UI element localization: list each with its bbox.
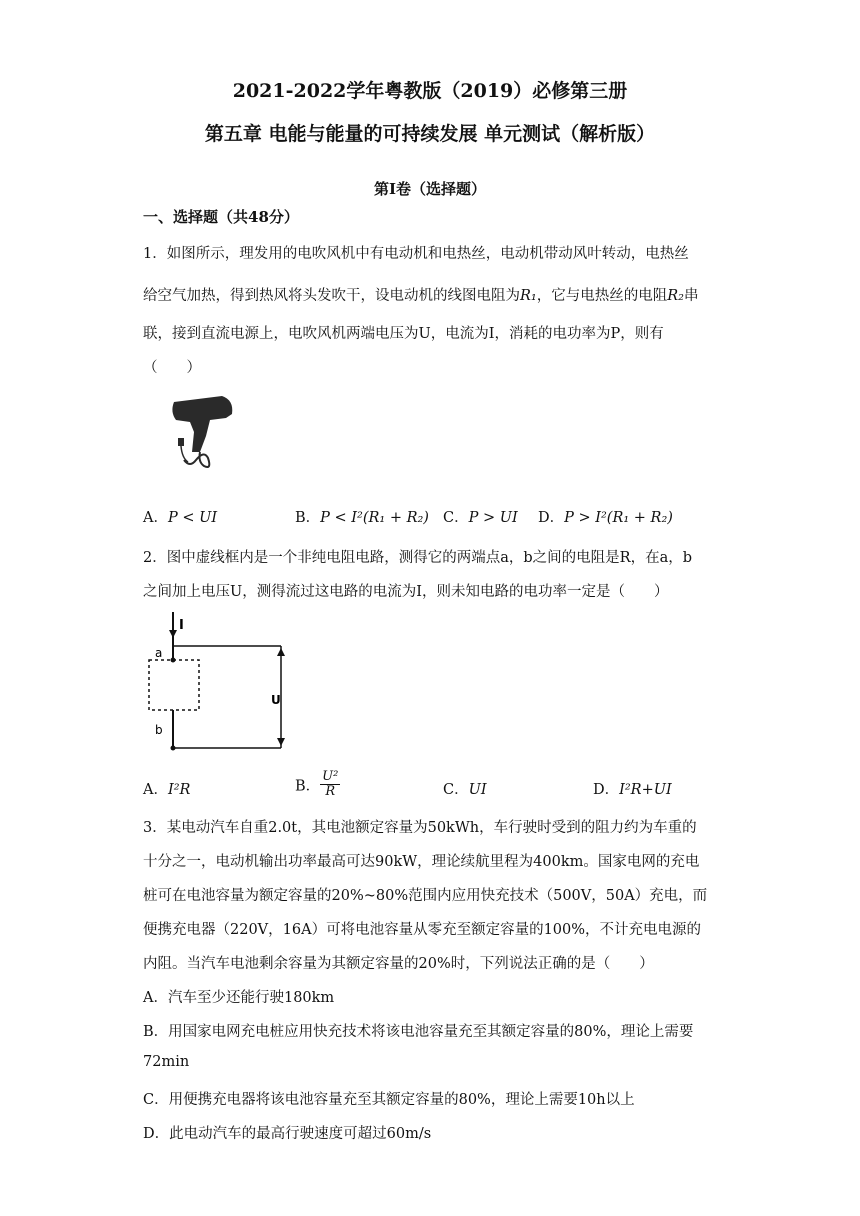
q2-options: [143, 770, 733, 810]
q2-option-b-fraction: [320, 770, 340, 800]
q1-option-c[interactable]: [443, 506, 518, 527]
q2-option-d[interactable]: [593, 778, 672, 799]
q2-option-c-expr: UI: [468, 782, 487, 798]
q1-option-c-expr: P > UI: [468, 510, 518, 526]
part-title: 第Ⅰ卷（选择题）: [373, 180, 487, 198]
q3-line5: 内阻。当汽车电池剩余容量为其额定容量的20%时，下列说法正确的是（ ）: [143, 956, 654, 972]
q1-option-d[interactable]: [538, 506, 673, 527]
q1-line3: 联，接到直流电源上，电吹风机两端电压为U，电流为I，消耗的电功率为P，则有: [143, 326, 664, 342]
q2-option-b-label: B．: [295, 778, 321, 795]
q1-option-b-expr: P < I²(R₁ + R₂): [320, 510, 429, 526]
q2-line1: 2．图中虚线框内是一个非纯电阻电路，测得它的两端点a，b之间的电阻是R，在a，b: [143, 550, 692, 566]
q3-line2: 十分之一，电动机输出功率最高可达90kW，理论续航里程为400km。国家电网的充电: [143, 854, 700, 870]
current-label: I: [179, 618, 184, 633]
q3-line3: 桩可在电池容量为额定容量的20%~80%范围内应用快充技术（500V，50A）充电，而: [143, 888, 708, 904]
q2-option-b[interactable]: [295, 770, 340, 800]
q3-line4: 便携充电器（220V，16A）可将电池容量从零充至额定容量的100%，不计充电电源的: [143, 922, 702, 938]
q1-option-d-expr: P > I²(R₁ + R₂): [564, 510, 673, 526]
q2-option-a-label: A．: [143, 782, 168, 798]
q1-options: [143, 506, 733, 530]
voltage-label: U: [271, 693, 281, 707]
hair-dryer-figure: [170, 392, 240, 472]
q1-option-c-label: C．: [443, 510, 469, 526]
q1-line4: （ ）: [143, 360, 201, 376]
terminal-b-label: b: [155, 723, 163, 737]
q1-line2-text-b: ，它与电热丝的电阻: [536, 288, 668, 304]
q1-option-b[interactable]: [295, 506, 429, 527]
fraction-denominator: R: [325, 784, 336, 800]
q1-line2: [143, 284, 723, 305]
q3-option-a[interactable]: A．汽车至少还能行驶180km: [143, 990, 335, 1006]
document-title-line1: 2021-2022学年粤教版（2019）必修第三册: [232, 80, 628, 102]
q2-option-c[interactable]: [443, 778, 487, 799]
q1-option-a-expr: P < UI: [167, 510, 218, 526]
q3-option-d[interactable]: D．此电动汽车的最高行驶速度可超过60m/s: [143, 1126, 432, 1142]
q1-option-a[interactable]: [143, 506, 217, 527]
q1-line1: 1．如图所示，理发用的电吹风机中有电动机和电热丝，电动机带动风叶转动，电热丝: [143, 246, 689, 262]
q1-line2-text-c: 串: [683, 288, 699, 304]
q1-option-a-label: A．: [143, 510, 168, 526]
q3-option-c[interactable]: C．用便携充电器将该电池容量充至其额定容量的80%，理论上需要10h以上: [143, 1092, 635, 1108]
circuit-figure: [143, 612, 293, 762]
unknown-circuit-box: [149, 660, 199, 710]
section-title: 一、选择题（共48分）: [143, 208, 299, 226]
q2-option-c-label: C．: [443, 782, 469, 798]
q2-option-d-expr: I²R+UI: [619, 782, 672, 798]
document-title-line2: 第五章 电能与能量的可持续发展 单元测试（解析版）: [204, 123, 656, 145]
q1-option-d-label: D．: [538, 510, 565, 526]
r1-symbol: R₁: [520, 288, 537, 304]
terminal-a-label: a: [155, 646, 163, 660]
q3-line1: 3．某电动汽车自重2.0t，其电池额定容量为50kWh，车行驶时受到的阻力约为车重的: [143, 820, 697, 836]
q2-option-a[interactable]: [143, 778, 190, 799]
fraction-numerator: U²: [322, 769, 339, 784]
q3-option-b[interactable]: B．用国家电网充电桩应用快充技术将该电池容量充至其额定容量的80%，理论上需要: [143, 1024, 694, 1040]
q2-line2: 之间加上电压U，测得流过这电路的电流为I，则未知电路的电功率一定是（ ）: [143, 584, 669, 600]
r2-symbol: R₂: [667, 288, 684, 304]
q3-option-b-continued: 72min: [143, 1054, 190, 1070]
q1-line2-text-a: 给空气加热，得到热风将头发吹干，设电动机的线图电阻为: [143, 288, 520, 304]
q1-option-b-label: B．: [295, 510, 321, 526]
q2-option-d-label: D．: [593, 782, 620, 798]
q2-option-a-expr: I²R: [167, 782, 191, 798]
